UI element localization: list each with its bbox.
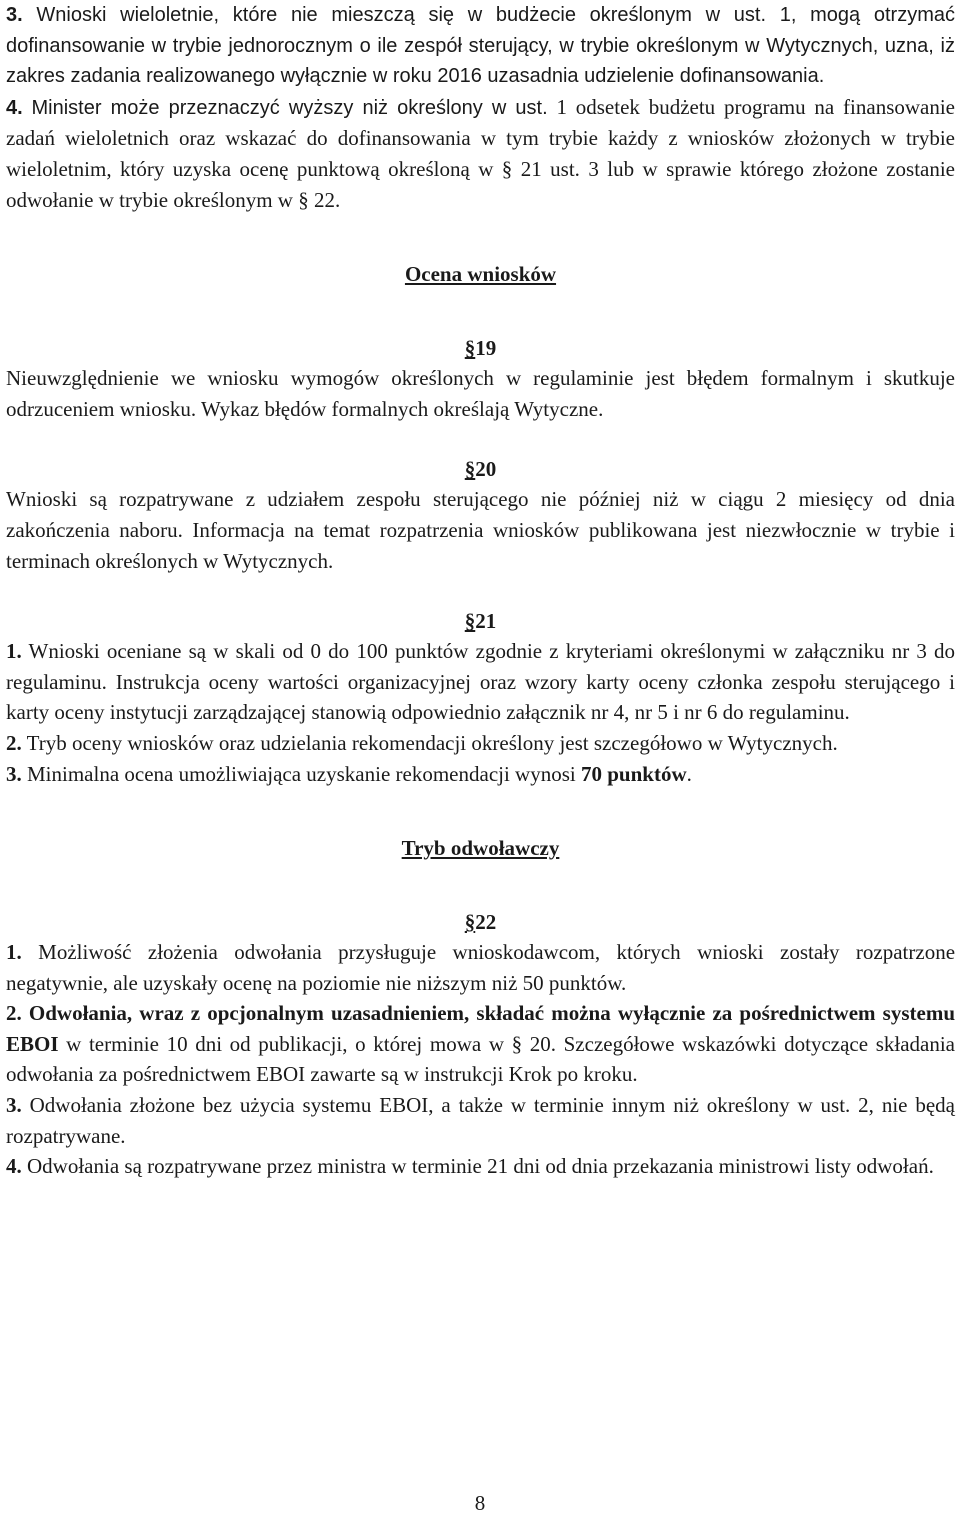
minimum-score: 70 punktów (580, 761, 687, 786)
section-21-digits: 21 (475, 609, 497, 634)
document-page (6, 0, 955, 1182)
section-22-number (6, 907, 955, 937)
page-number: 8 (474, 1491, 486, 1515)
section-heading-ocena: Ocena wniosków (404, 262, 557, 287)
section-22-item-1: 1. Możliwość złożenia odwołania przysługuje wnioskodawcom, których wnioski zostały rozpatrzone negatywnie, ale uzyskały ocenę na poziomie nie niższym niż 50 punktów. (6, 940, 956, 995)
section-22-item-3: 3. Odwołania złożone bez użycia systemu EBOI, a także w terminie innym niż określony w ust. 2, nie będą rozpatrywane. (6, 1093, 956, 1148)
section-22-item-2: 2. Odwołania, wraz z opcjonalnym uzasadnieniem, składać można wyłącznie za pośrednictwem systemu EBOI w terminie 10 dni od publikacji, o której mowa w § 20. Szczegółowe wskazówki dotyczące składania odwołania za pośrednictwem EBOI zawarte są w instrukcji Krok po kroku. (6, 1001, 956, 1087)
section-21-item-1: 1. Wnioski oceniane są w skali od 0 do 100 punktów zgodnie z kryteriami określonymi w załączniku nr 3 do regulaminu. Instrukcja oceny wartości organizacyjnej oraz wzory karty oceny członka zespołu sterującego i karty oceny instytucji zarządzającej stanowią odpowiednio załącznik nr 4, nr 5 i nr 6 do regulaminu. (6, 639, 955, 725)
paragraph-3-number: 3. (6, 4, 23, 26)
paragraph-4-text-a: Minister może przeznaczyć wyższy niż określony w ust. (31, 96, 548, 119)
section-21-item-2: 2. Tryb oceny wniosków oraz udzielania rekomendacji określony jest szczegółowo w Wytycznych. (6, 730, 838, 755)
paragraph-3-text: Wnioski wieloletnie, które nie mieszczą się w budżecie określonym w ust. 1, mogą otrzymać dofinansowanie w trybie jednorocznym o ile zespół sterujący, w trybie określonym w Wytycznych, uzna, iż zakres zadania realizowanego wyłącznie w roku 2016 uzasadnia udzielenie dofinansowania. (6, 4, 955, 88)
section-22-digits: 22 (475, 910, 497, 935)
section-19-text: Nieuwzględnienie we wniosku wymogów określonych w regulaminie jest błędem formalnym i skutkuje odrzuceniem wniosku. Wykaz błędów formalnych określają Wytyczne. (6, 366, 955, 421)
paragraph-4-text-b: 1 odsetek budżetu programu na finansowanie zadań wieloletnich oraz wskazać do dofinansowania w tym trybie każdy z wniosków złożonych w trybie wieloletnim, który uzyska ocenę punktową określoną w § 21 ust. 3 lub w sprawie którego złożone zostanie odwołanie w trybie określonym w § 22. (6, 94, 956, 212)
paragraph-3 (6, 0, 955, 92)
paragraph-4-number: 4. (6, 96, 23, 119)
section-22-item-4: 4. Odwołania są rozpatrywane przez ministra w terminie 21 dni od dnia przekazania ministrowi listy odwołań. (6, 1154, 934, 1179)
section-20-number (6, 454, 955, 484)
section-mark-21: § (464, 609, 476, 634)
section-20-text: Wnioski są rozpatrywane z udziałem zespołu sterującego nie później niż w ciągu 2 miesięcy od dnia zakończenia naboru. Informacja na temat rozpatrzenia wniosków publikowana jest niezwłocznie w trybie i terminach określonych w Wytycznych. (6, 487, 955, 573)
paragraph-4 (6, 92, 955, 215)
section-mark-20: § (464, 457, 476, 482)
section-21-item-3: 3. Minimalna ocena umożliwiająca uzyskanie rekomendacji wynosi 70 punktów. (6, 761, 692, 786)
section-21-number (6, 606, 955, 636)
section-heading-odwolania: Tryb odwoławczy (401, 836, 560, 861)
section-20-digits: 20 (475, 457, 497, 482)
section-mark-19: § (464, 336, 476, 361)
section-19-digits: 19 (475, 336, 497, 361)
section-19-number (6, 333, 955, 363)
section-mark-22: § (464, 910, 476, 935)
